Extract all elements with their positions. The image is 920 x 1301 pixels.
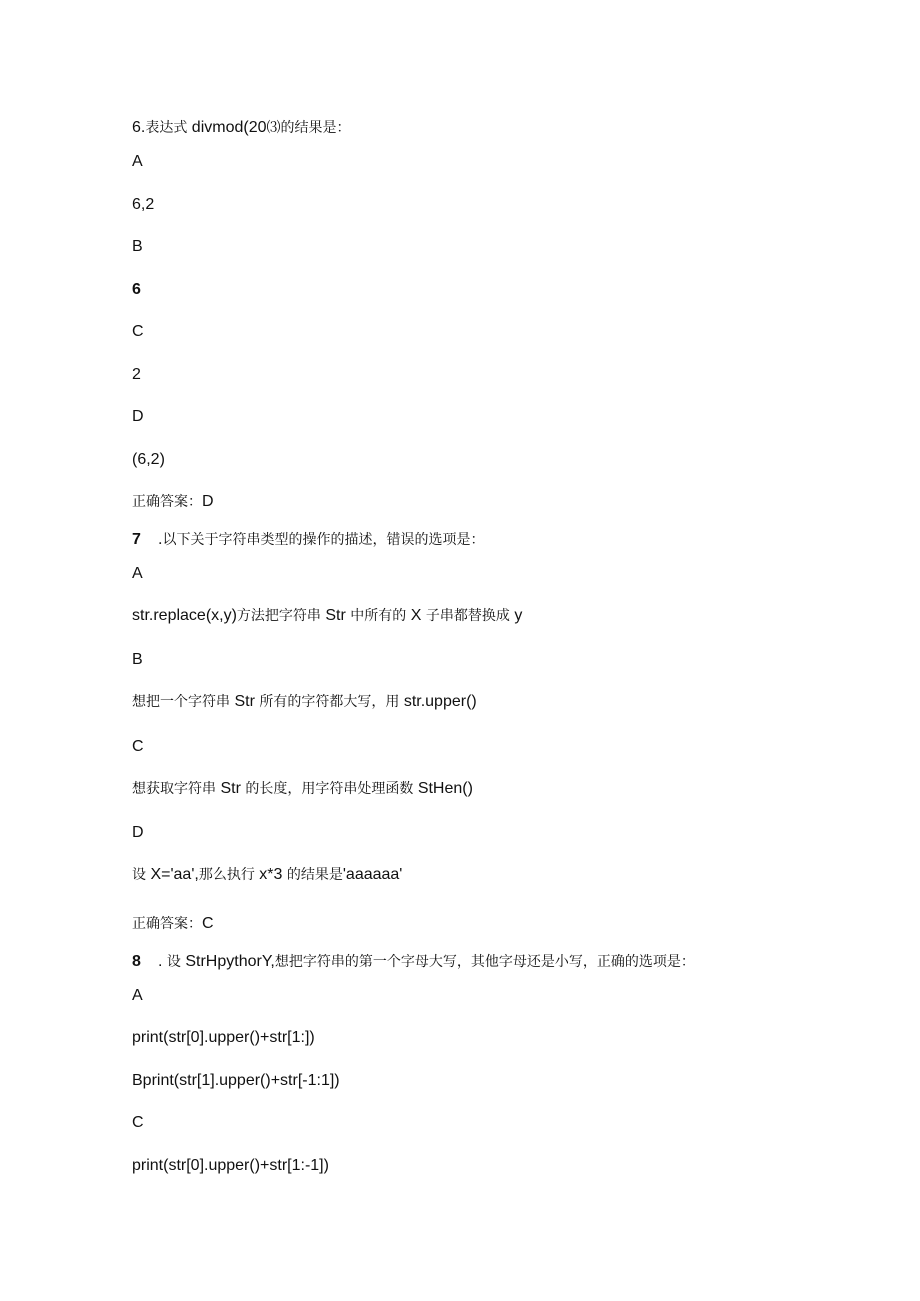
question-7-option-c-letter: C — [132, 738, 144, 755]
question-8-option-a-letter: A — [132, 987, 143, 1004]
question-6-option-b-text: 6 — [132, 281, 141, 298]
question-6-option-d-text: (6,2) — [132, 451, 165, 468]
text-fragment: 设 — [132, 867, 151, 883]
question-8-dot: . — [158, 953, 167, 970]
text-fragment: 的长度，用字符串处理函数 — [240, 781, 418, 797]
question-7-answer — [132, 914, 214, 934]
question-7-text: .以下关于字符串类型的操作的描述，错误的选项是： — [158, 532, 485, 548]
question-6-suffix: 的结果是： — [280, 120, 351, 136]
question-6-code: divmod(20 — [187, 119, 267, 136]
question-7-option-b-text — [132, 692, 477, 712]
question-7-option-d-text — [132, 865, 402, 885]
question-7-option-d-letter: D — [132, 824, 144, 841]
code-fragment: str.replace(x,y) — [132, 607, 237, 624]
answer-label: 正确答案： — [132, 494, 202, 510]
question-8-number: 8 — [132, 953, 141, 970]
question-6-option-a-text: 6,2 — [132, 196, 155, 213]
question-6-paren: ⑶ — [266, 120, 281, 136]
question-6-option-a-letter: A — [132, 153, 143, 170]
text-fragment: 所有的字符都大写，用 — [254, 694, 404, 710]
answer-label: 正确答案： — [132, 916, 202, 932]
question-6-option-c-text: 2 — [132, 366, 141, 383]
code-fragment: y — [514, 607, 523, 624]
question-8-text: 设 — [166, 954, 186, 970]
question-6-answer — [132, 492, 214, 512]
text-fragment: 中所有的 — [345, 608, 411, 624]
code-fragment: 'aaaaaa' — [342, 866, 403, 883]
question-7-option-a-letter: A — [132, 565, 143, 582]
question-7-option-a-text — [132, 606, 522, 626]
answer-value: D — [202, 493, 214, 510]
code-fragment: Str — [220, 780, 241, 797]
code-fragment: Str — [325, 607, 346, 624]
question-8-suffix: 想把字符串的第一个字母大写，其他字母还是小写，正确的选项是： — [274, 954, 695, 970]
question-8-stem — [132, 952, 695, 972]
question-6-option-d-letter: D — [132, 408, 144, 425]
code-fragment: x*3 — [259, 866, 283, 883]
text-fragment: 方法把字符串 — [236, 608, 326, 624]
text-fragment: 子串都替换成 — [421, 608, 515, 624]
question-7-option-c-text — [132, 779, 473, 799]
text-fragment: 想把一个字符串 — [132, 694, 235, 710]
code-fragment: Str — [234, 693, 255, 710]
question-8-option-b-combined: Bprint(str[1].upper()+str[-1:1]) — [132, 1072, 340, 1089]
question-8-option-c-text: print(str[0].upper()+str[1:-1]) — [132, 1157, 329, 1174]
code-fragment: X='aa', — [150, 866, 199, 883]
answer-value: C — [202, 915, 214, 932]
question-6-text: 表达式 — [145, 120, 188, 136]
question-7-stem — [132, 530, 484, 550]
code-fragment: X — [410, 607, 422, 624]
question-6-stem — [132, 118, 351, 138]
code-fragment: str.upper() — [403, 693, 477, 710]
question-6-option-c-letter: C — [132, 323, 144, 340]
question-8-code: StrHpythorY, — [185, 953, 275, 970]
question-8-option-c-letter: C — [132, 1114, 144, 1131]
question-7-number: 7 — [132, 531, 141, 548]
question-7-option-b-letter: B — [132, 651, 143, 668]
question-6-number: 6. — [132, 119, 146, 136]
question-8-option-a-text: print(str[0].upper()+str[1:]) — [132, 1029, 315, 1046]
question-6-option-b-letter: B — [132, 238, 143, 255]
text-fragment: 想获取字符串 — [132, 781, 221, 797]
text-fragment: 的结果是 — [282, 867, 343, 883]
text-fragment: 那么执行 — [198, 867, 260, 883]
code-fragment: StHen() — [417, 780, 473, 797]
